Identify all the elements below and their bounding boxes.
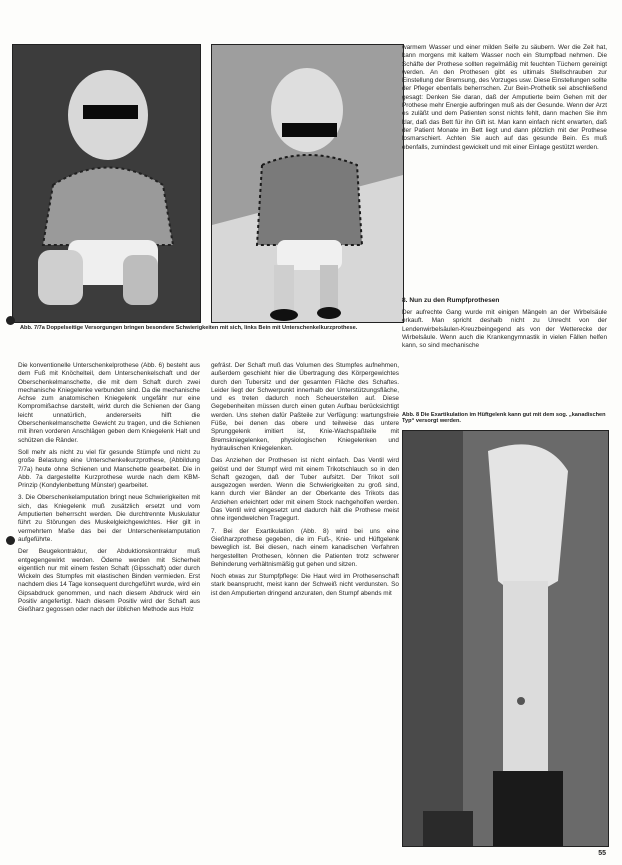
paragraph: Der Beugekontraktur, der Abduktionskontraktur muß entgegengewirkt werden. Ödeme werden mit Sicherheit eigentlich nur mit einem festen Schaft (Gipsschaft) oder durch Wickeln des Stumpfes mit elastischen Binden vermieden. Erst nachdem dies 14 Tage konsequent durchgeführt wurde, wird ein Gipsabdruck genommen, und nach diesem Abdruck wird ein Positiv angefertigt. Nach diesem Positiv wird der Schaft aus Gießharz gegossen oder nach der üblichen Methode aus Holz xyxy=(18,548,200,614)
paragraph: gefräst. Der Schaft muß das Volumen des Stumpfes aufnehmen, außerdem geschieht hier die Übertragung des Körpergewichtes durch den Tubersitz und der gesamten Fläche des Schaftes. Leider liegt der Schwerpunkt innerhalb der Unterstützungsfläche, und es treten dadurch noch Scheuerstellen auf. Diese Gegebenheiten müssen durch einen guten Aufbau berücksichtigt werden. Uns stehen dafür Paßteile zur Verfügung: wartungsfreie Füße, bei denen das obere und teilweise das untere Sprunggelenk imitiert ist, Knie-Wachspaßteile mit Bremskniegelenken, physiologischen Kniegelenken und hydraulischen Kniegelenken. xyxy=(211,362,399,452)
text-column-3-continued xyxy=(402,309,607,354)
text-column-1 xyxy=(18,362,200,619)
figure-caption-8: Abb. 8 Die Exartikulation im Hüftgelenk kann gut mit dem sog. „kanadischen Typ“ versorgt werden. xyxy=(402,412,606,425)
paragraph: Die konventionelle Unterschenkelprothese (Abb. 6) besteht aus dem Fuß mit Knöchelteil, dem Unterschenkelschaft und der Oberschenkelmanschette, die mit dem Schaft durch zwei mechanische Kniegelenke verbunden sind. Da die mechanische Achse zum anatomischen Kniegelenk ungefähr nur eine Kompromißachse darstellt, wirkt durch die Schienen der Gang leicht unnatürlich, andererseits hilft die Oberschenkelmanschette Gewicht zu tragen, und die Schienen mit ihren vorderen Anschlägen geben dem Kniegelenk Halt und schützen die Ränder. xyxy=(18,362,200,444)
figure-caption-7a: Abb. 7/7a Doppelseitige Versorgungen bringen besondere Schwierigkeiten mit sich, links Bein mit Unterschenkelkurzprothese. xyxy=(20,325,358,331)
paragraph: 3. Die Oberschenkelamputation bringt neue Schwierigkeiten mit sich, das Kniegelenk muß zusätzlich ersetzt und vom Amputierten beherrscht werden. Die durchtrennte Muskulatur führt zu Störungen des Muskelgleichgewichtes. Hier gilt in vermehrtem Maße das bei der Unterschenkelamputation aufgeführte. xyxy=(18,494,200,543)
paragraph: Noch etwas zur Stumpfpflege: Die Haut wird im Prothesenschaft stark beansprucht, meist kann der Schweiß nicht verdunsten. So ist den Amputierten dringend anzuraten, den Stumpf abends mit xyxy=(211,573,399,597)
photo-leg-prosthesis xyxy=(402,430,609,847)
paragraph: Das Anziehen der Prothesen ist nicht einfach. Das Ventil wird gelöst und der Stumpf wird mit einem Trikotschlauch so in den Schaft gezogen, daß der Tuber aufsitzt. Der Trikot soll ausgezogen werden. Wenn die Schwierigkeiten zu groß sind, kann durch vier Bänder an der Oberkante des Trikots das Anziehen erleichtert oder mit einem Stock nachgeholfen werden. Das Ventil wird eingesetzt und dadurch hält die Prothese meist ohne irgendwelchen Tragegurt. xyxy=(211,457,399,523)
paragraph: warmem Wasser und einer milden Seife zu säubern. Wer die Zeit hat, kann morgens mit kaltem Wasser noch ein Stumpfbad nehmen. Die Schäfte der Prothese sollten regelmäßig mit feuchten Tüchern gereinigt werden. An den Prothesen gibt es ultimals Stellschrauben zur Einstellung der Bremsung, des Vorzuges usw. Diese Einstellungen sollte der Pfleger ebenfalls beherrschen. Zur Bein-Prothetik sei abschließend gesagt: Denken Sie daran, daß der Amputierte beim Gehen mit der Prothese mehr Energie aufbringen muß als der Gesunde. Wenn der Arzt es zuläßt und dem Patienten sonst nichts fehlt, dann machen Sie ihm klar, daß das Bett für ihn Gift ist. Man kann einfach nicht erwarten, daß der Patient Monate im Bett liegt und dann plötzlich mit der Prothese losmarschiert. Achten Sie auch auf das gesunde Bein. Es muß ebenfalls, zumindest gewickelt und mit einer Einlage gestützt werden. xyxy=(402,44,607,151)
section-heading-rumpfprothesen: 8. Nun zu den Rumpfprothesen xyxy=(402,297,500,304)
photo-child-sitting xyxy=(12,44,201,323)
punch-hole xyxy=(6,316,15,325)
paragraph: 7. Bei der Exartikulation (Abb. 8) wird bei uns eine Gießharzprothese gegeben, die im Fuß-, Knie- und Hüftgelenk beweglich ist. Bei diesen, nach einem kanadischen Verfahren hergestellten Prothesen, können die Patienten trotz schwerer Behinderung verhältnismäßig gut gehen und sitzen. xyxy=(211,527,399,568)
text-column-2 xyxy=(211,362,399,602)
paragraph: Soll mehr als nicht zu viel für gesunde Stümpfe und nicht zu große Belastung eine Unterschenkelkurzprothese, (Abbildung 7/7a) heute ohne Schienen und Manschette gearbeitet. Die in Abb. 7a dargestellte Kurzprothese wurde nach dem KBM-Prinzip (Kondylenbettung Münster) gearbeitet. xyxy=(18,448,200,490)
photo-child-standing xyxy=(211,44,404,323)
page-number: 55 xyxy=(598,850,606,857)
paragraph: Der aufrechte Gang wurde mit einigen Mängeln an der Wirbelsäule erkauft. Man spricht deshalb nicht zu Unrecht von der Lendenwirbelsäulen-Kreuzbeingegend als von der Wetterecke der Wirbelsäule. Wenn auch die Krankengymnastik in vielen Fällen helfen kann, so sind mechanische xyxy=(402,309,607,350)
text-column-3 xyxy=(402,44,607,156)
punch-hole xyxy=(6,536,15,545)
